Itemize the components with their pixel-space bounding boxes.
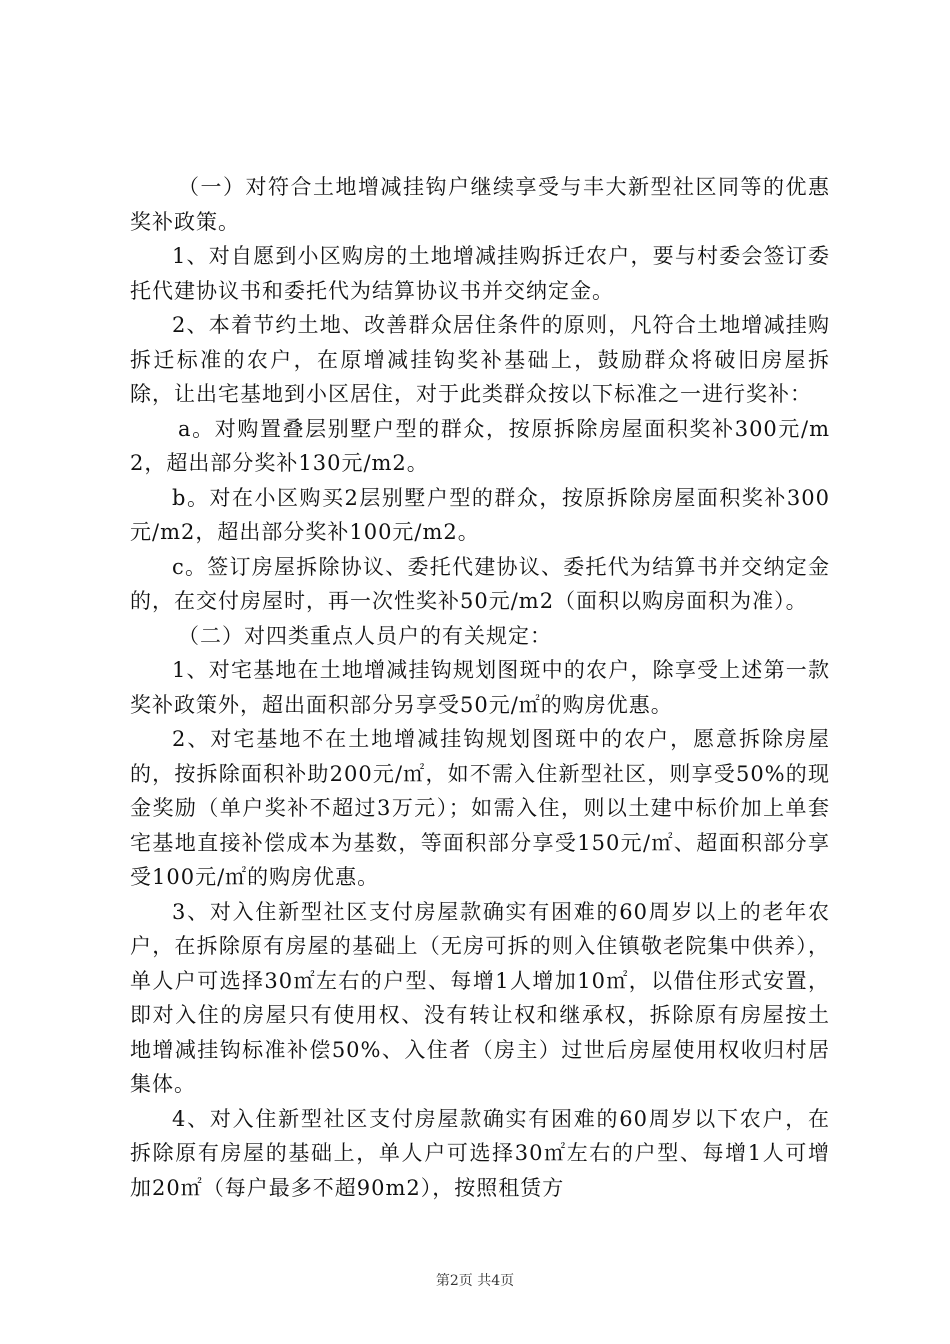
paragraph-subitem-b: b。对在小区购买2层别墅户型的群众，按原拆除房屋面积奖补300元/m2，超出部分奖补100元/m2。 [130,485,830,544]
document-body [130,170,830,1205]
paragraph-item-2: 2、本着节约土地、改善群众居住条件的原则，凡符合土地增减挂购拆迁标准的农户，在原增减挂钩奖补基础上，鼓励群众将破旧房屋拆除，让出宅基地到小区居住，对于此类群众按以下标准之一进行奖补： [130,313,830,406]
section-heading-1: （一）对符合土地增减挂钩户继续享受与丰大新型社区同等的优惠奖补政策。 [130,175,830,234]
page-number-footer: 第2页 共4页 [435,1273,515,1289]
paragraph-item-6: 4、对入住新型社区支付房屋款确实有困难的60周岁以下农户，在拆除原有房屋的基础上，单人户可选择30㎡左右的户型、每增1人可增加20㎡（每户最多不超90m2），按照租赁方 [130,1106,830,1200]
paragraph-item-3: 1、对宅基地在土地增减挂钩规划图斑中的农户，除享受上述第一款奖补政策外，超出面积部分另享受50元/㎡的购房优惠。 [130,658,830,717]
paragraph-subitem-c: c。签订房屋拆除协议、委托代建协议、委托代为结算书并交纳定金的，在交付房屋时，再一次性奖补50元/m2（面积以购房面积为准）。 [130,554,830,613]
paragraph-item-4: 2、对宅基地不在土地增减挂钩规划图斑中的农户，愿意拆除房屋的，按拆除面积补助200元/㎡，如不需入住新型社区，则享受50%的现金奖励（单户奖补不超过3万元）；如需入住，则以土建中标价加上单套宅基地直接补偿成本为基数，等面积部分享受150元/㎡、超面积部分享受100元/㎡的购房优惠。 [130,727,830,889]
paragraph-item-1: 1、对自愿到小区购房的土地增减挂购拆迁农户，要与村委会签订委托代建协议书和委托代为结算协议书并交纳定金。 [130,244,830,303]
section-heading-2: （二）对四类重点人员户的有关规定： [178,623,552,648]
paragraph-subitem-a: a。对购置叠层别墅户型的群众，按原拆除房屋面积奖补300元/m2，超出部分奖补130元/m2。 [130,416,830,475]
paragraph-item-5: 3、对入住新型社区支付房屋款确实有困难的60周岁以上的老年农户，在拆除原有房屋的基础上（无房可拆的则入住镇敬老院集中供养），单人户可选择30㎡左右的户型、每增1人增加10㎡，以借住形式安置，即对入住的房屋只有使用权、没有转让权和继承权，拆除原有房屋按土地增减挂钩标准补偿50%、入住者（房主）过世后房屋使用权收归村居集体。 [130,899,830,1096]
